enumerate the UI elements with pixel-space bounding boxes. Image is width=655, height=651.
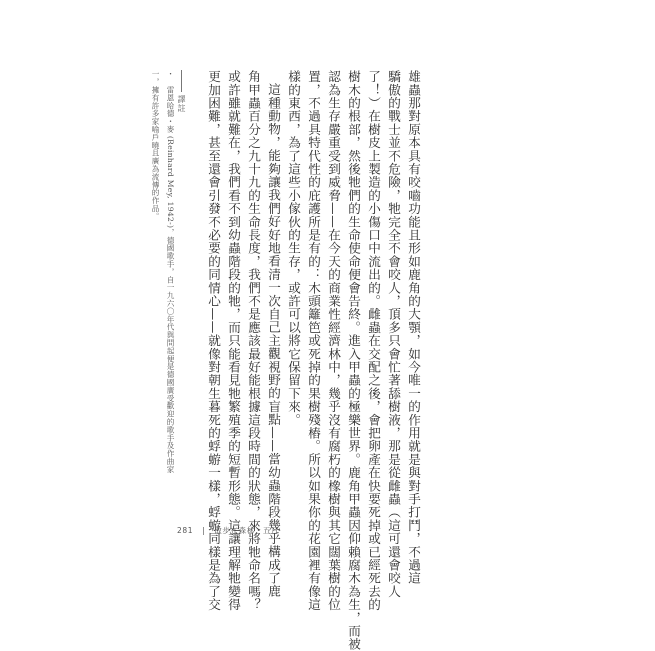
body-column-6: 置，不過具特代性的庇護所是有的：木頭籬笆或死掉的果樹殘樁。所以如果你的花園裡有像這 [306,70,321,612]
body-column-8: 這種動物，能夠讓我們好好地看清一次自己主觀視野的盲點——當幼蟲階段幾乎構成了鹿 [266,83,281,598]
note-column-1: ・ 雷恩哈德・麥 (Reinhard Mey, 1942-)，德國歌手，自一九六〇年代與問起便是德國廣受歡迎的歌手及作曲家 [166,70,175,474]
notes-divider [181,70,182,92]
body-column-4: 樹木的根部，然後牠們的生命使命便會告終。進入甲蟲的極樂世界。鹿角甲蟲因仰賴腐木為生，而被 [346,70,361,651]
footer-separator: | [202,526,206,535]
body-column-10: 或許雖就難在，我們看不到幼蟲階段的牠，而只能看見牠繁殖季的短暫形態。這讓理解牠變得 [226,70,241,612]
page-footer [177,525,279,536]
note-column-2: 一，擁有許多家喻戶曉且廣為流傳的作品。 [151,70,160,221]
body-column-3: 了！）在樹皮上製造的小傷口中流出的。雌蟲在交配之後，會把卵產在快要死掉或已經死去的 [366,70,381,612]
body-column-9: 角甲蟲百分之九十九的生命長度，我們不是應該最好能根據這段時間的狀態，來將牠命名嗎？ [246,70,261,612]
body-column-11: 更加困難，甚至還會引發不必要的同情心——就像對朝生暮死的蜉蝣一樣，蜉蝣同樣是為了交 [206,70,221,612]
body-column-5: 認為生存嚴重受到威脅——在今天的商業性經濟林中，幾乎沒有腐朽的橡樹與其它闊葉樹的位 [326,70,341,612]
body-column-2: 驕傲的戰士並不危險，牠完全不會咬人，頂多只會忙著舔樹液，那是從雌蟲（這可還會咬人 [386,70,401,598]
page-number: 281 [177,526,194,535]
book-title: 散步在森林・五月 [214,526,280,535]
body-column-1: 雄蟲那對原本具有咬嚙功能且形如鹿角的大顎，如今唯一的作用就是與對手打鬥，不過這 [406,70,421,585]
body-column-7: 樣的東西，為了這些小傢伙的生存，或許可以將它保留下來。 [286,70,301,427]
notes-heading: 譯註 [177,95,186,113]
